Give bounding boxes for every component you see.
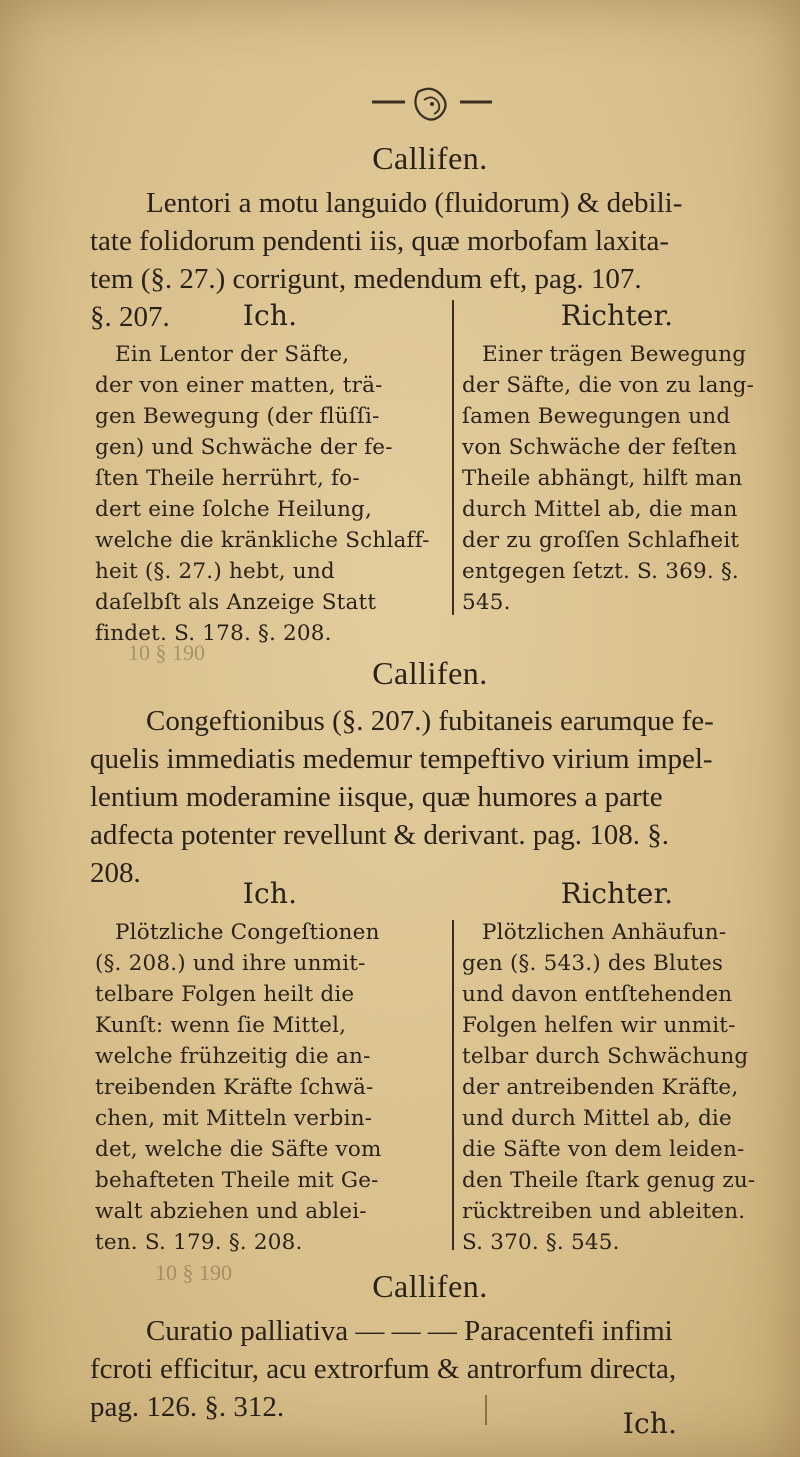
right-column-title: Richter. — [560, 299, 674, 332]
column-line: Ein Lentor der Säfte, — [115, 342, 350, 367]
column-line: der antreibenden Kräfte, — [462, 1075, 739, 1100]
latin-line: pag. 126. §. 312. — [90, 1391, 285, 1423]
column-line: ten. S. 179. §. 208. — [95, 1230, 303, 1255]
column-line: gen) und Schwäche der fe- — [95, 435, 393, 460]
column-line: findet. S. 178. §. 208. — [95, 621, 332, 646]
column-line: der von einer matten, trä- — [95, 373, 383, 398]
column-line: rücktreiben und ableiten. — [462, 1199, 746, 1224]
column-line: behafteten Theile mit Ge- — [95, 1168, 379, 1193]
column-line: ſamen Bewegungen und — [462, 404, 731, 429]
right-column-title: Richter. — [560, 877, 674, 910]
column-line: Theile abhängt, hilft man — [462, 466, 743, 491]
section-1-left-column — [95, 300, 445, 649]
column-line: Einer trägen Bewegung — [482, 342, 747, 367]
column-line: den Theile ſtark genug zu- — [462, 1168, 756, 1193]
column-line: Plötzlichen Anhäufun- — [482, 920, 727, 945]
column-line: chen, mit Mitteln verbin- — [95, 1106, 373, 1131]
printers-ornament-icon — [0, 82, 800, 122]
column-line: (§. 208.) und ihre unmit- — [95, 951, 366, 976]
column-line: von Schwäche der feſten — [462, 435, 738, 460]
column-line: Folgen helfen wir unmit- — [462, 1013, 736, 1038]
latin-line: lentium moderamine iisque, quæ humores a parte — [90, 781, 663, 813]
latin-line: tem (§. 27.) corrigunt, medendum eft, pag. 107. — [90, 263, 642, 295]
latin-line: fcroti efficitur, acu extrorfum & antrorfum directa, — [90, 1353, 677, 1385]
column-line: die Säfte von dem leiden- — [462, 1137, 745, 1162]
latin-line: adfecta potenter revellunt & derivant. pag. 108. §. — [90, 819, 669, 851]
column-line: Plötzliche Congeſtionen — [115, 920, 380, 945]
right-column-title: Ich. — [622, 1407, 678, 1440]
column-line: walt abziehen und ablei- — [95, 1199, 367, 1224]
column-line: der zu groſſen Schlafheit — [462, 528, 740, 553]
column-divider — [452, 300, 454, 615]
column-line: 545. — [462, 590, 511, 615]
column-line: entgegen ſetzt. S. 369. §. — [462, 559, 739, 584]
column-line: det, welche die Säfte vom — [95, 1137, 382, 1162]
column-line: heit (§. 27.) hebt, und — [95, 559, 335, 584]
column-line: und durch Mittel ab, die — [462, 1106, 732, 1131]
column-line: und davon entſtehenden — [462, 982, 733, 1007]
left-column-title: Ich. — [242, 299, 298, 332]
section-2-heading: Callifen. — [372, 655, 488, 691]
column-divider — [485, 1395, 487, 1425]
column-line: daſelbſt als Anzeige Statt — [95, 590, 377, 615]
column-line: ſten Theile herrührt, fo- — [95, 466, 360, 491]
left-column-title: Ich. — [242, 877, 298, 910]
column-line: Kunſt: wenn ſie Mittel, — [95, 1013, 347, 1038]
column-line: gen (§. 543.) des Blutes — [462, 951, 724, 976]
section-1-right-column — [462, 300, 772, 618]
column-line: gen Bewegung (der flüſſi- — [95, 404, 380, 429]
section-2-right-column — [462, 878, 772, 1258]
column-line: treibenden Kräfte ſchwä- — [95, 1075, 374, 1100]
section-1-heading: Callifen. — [372, 140, 488, 176]
column-line: dert eine ſolche Heilung, — [95, 497, 372, 522]
latin-line: tate folidorum pendenti iis, quæ morbofam laxita- — [90, 225, 670, 257]
bleed-through-mark: 10 § 190 — [155, 1260, 232, 1285]
column-line: S. 370. §. 545. — [462, 1230, 620, 1255]
column-line: telbar durch Schwächung — [462, 1044, 749, 1069]
latin-line: 208. — [90, 857, 141, 889]
latin-line: §. 207. — [90, 301, 170, 333]
latin-line: Congeftionibus (§. 207.) fubitaneis earumque fe- — [146, 705, 714, 737]
bleed-through-mark: 10 § 190 — [128, 640, 205, 665]
latin-line: quelis immediatis medemur tempeftivo virium impel- — [90, 743, 713, 775]
latin-line: Lentori a motu languido (fluidorum) & debili- — [146, 187, 683, 219]
latin-line: Curatio palliativa — — — Paracentefi infimi — [146, 1315, 673, 1347]
column-divider — [452, 920, 454, 1250]
column-line: welche die kränkliche Schlaff- — [95, 528, 430, 553]
column-line: welche frühzeitig die an- — [95, 1044, 371, 1069]
section-3-right-column — [600, 1408, 700, 1447]
section-2-left-column — [95, 878, 445, 1258]
column-line: telbare Folgen heilt die — [95, 982, 355, 1007]
column-line: der Säfte, die von zu lang- — [462, 373, 755, 398]
section-3-heading: Callifen. — [372, 1268, 488, 1304]
section-2-latin — [90, 702, 755, 892]
column-line: durch Mittel ab, die man — [462, 497, 738, 522]
